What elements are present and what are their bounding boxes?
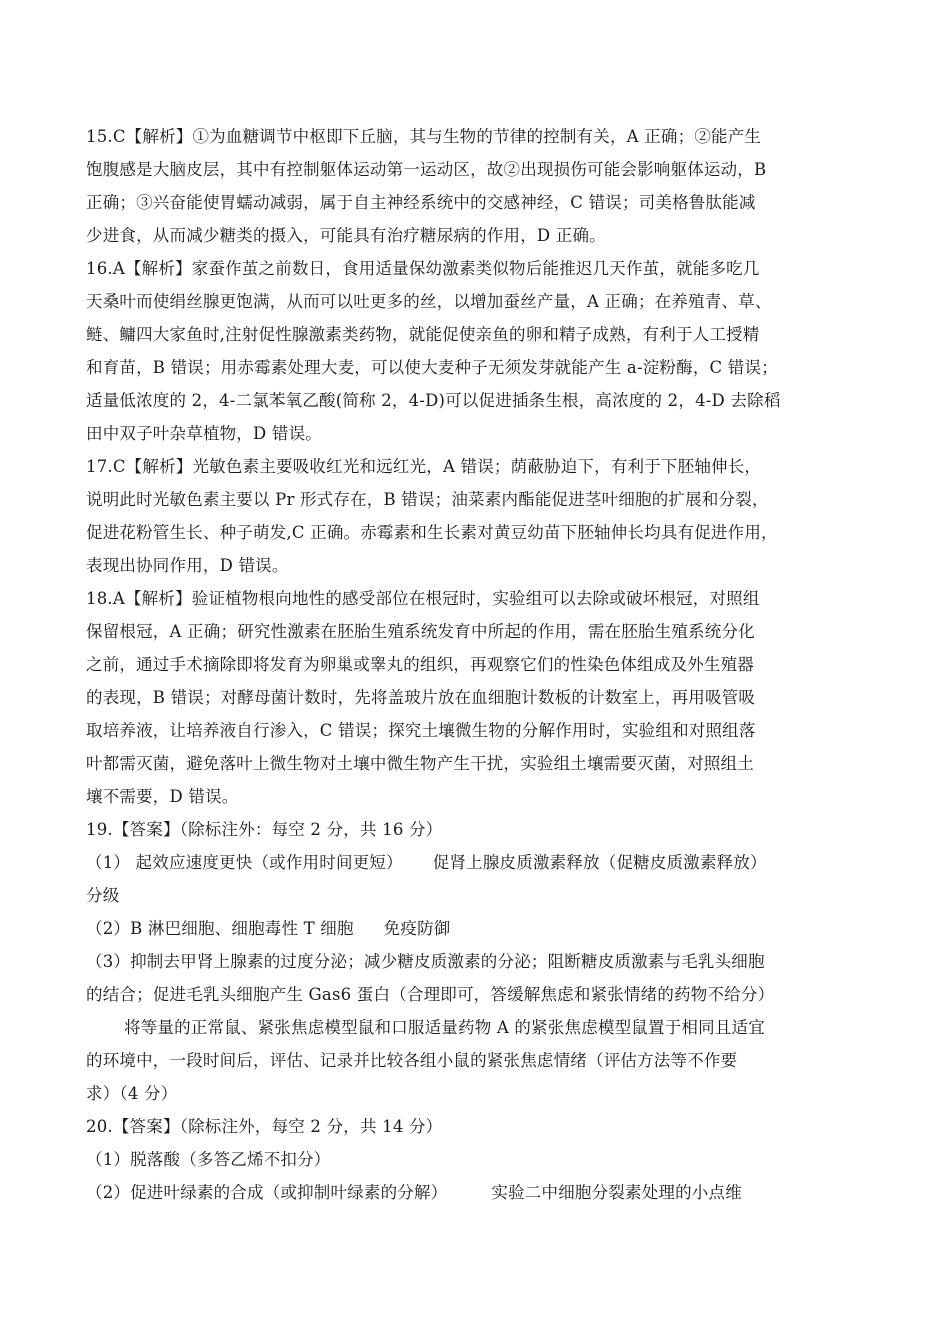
text-line: 促进花粉管生长、种子萌发,C 正确。赤霉素和生长素对黄豆幼苗下胚轴伸长均具有促进作用， bbox=[86, 523, 778, 542]
text-line: 和育苗，B 错误；用赤霉素处理大麦，可以使大麦种子无须发芽就能产生 a-淀粉酶，C 错误； bbox=[86, 358, 778, 377]
text-line: 说明此时光敏色素主要以 Pr 形式存在，B 错误；油菜素内酯能促进茎叶细胞的扩展和分裂， bbox=[86, 490, 769, 509]
answer-19-4-cont: 的环境中，一段时间后，评估、记录并比较各组小鼠的紧张焦虑情绪（评估方法等不作要 bbox=[86, 1051, 738, 1070]
answer-19-4-end: 求）（4 分） bbox=[86, 1084, 178, 1103]
text-line: 壤不需要，D 错误。 bbox=[86, 787, 239, 806]
text-line: 保留根冠，A 正确；研究性激素在胚胎生殖系统发育中所起的作用，需在胚胎生殖系统分化 bbox=[86, 622, 755, 641]
answer-19-3-cont: 的结合；促进毛乳头细胞产生 Gas6 蛋白（合理即可，答缓解焦虑和紧张情绪的药物不给分） bbox=[86, 985, 775, 1004]
answer-20-2 bbox=[86, 1182, 876, 1204]
text-line: 天桑叶而使绢丝腺更饱满，从而可以吐更多的丝，以增加蚕丝产量，A 正确；在养殖青、草、 bbox=[86, 292, 772, 311]
text-line: 饱腹感是大脑皮层，其中有控制躯体运动第一运动区，故②出现损伤可能会影响躯体运动，B bbox=[86, 160, 767, 179]
answer-19-2-a: （2）B 淋巴细胞、细胞毒性 T 细胞 bbox=[86, 919, 354, 938]
answer-heading-20: 20.【答案】（除标注外，每空 2 分，共 14 分） bbox=[86, 1117, 443, 1136]
answer-19-1-cont: 分级 bbox=[86, 886, 120, 905]
text-line: 适量低浓度的 2，4-二氯苯氧乙酸(简称 2，4-D)可以促进插条生根，高浓度的 2，4-D 去除稻 bbox=[86, 391, 781, 410]
answer-20-2-b: 实验二中细胞分裂素处理的小点维 bbox=[491, 1183, 742, 1202]
text-line: 正确；③兴奋能使胃蠕动减弱，属于自主神经系统中的交感神经，C 错误；司美格鲁肽能减 bbox=[86, 193, 756, 212]
answer-20-2-a: （2）促进叶绿素的合成（或抑制叶绿素的分解） bbox=[86, 1183, 448, 1202]
text-line: 鲢、鳙四大家鱼时,注射促性腺激素类药物，就能促使亲鱼的卵和精子成熟，有利于人工授精 bbox=[86, 325, 760, 344]
answer-19-3: （3）抑制去甲肾上腺素的过度分泌；减少糖皮质激素的分泌；阻断糖皮质激素与毛乳头细胞 bbox=[86, 952, 765, 971]
text-line: 的表现，B 错误；对酵母菌计数时，先将盖玻片放在血细胞计数板的计数室上，再用吸管吸 bbox=[86, 688, 756, 707]
text-line: 叶都需灭菌，避免落叶上微生物对土壤中微生物产生干扰，实验组土壤需要灭菌，对照组土 bbox=[86, 754, 754, 773]
answer-20-1: （1）脱落酸（多答乙烯不扣分） bbox=[86, 1150, 331, 1169]
text-line: 少进食，从而减少糖类的摄入，可能具有治疗糖尿病的作用，D 正确。 bbox=[86, 226, 606, 245]
text-line: 16.A【解析】家蚕作茧之前数日，食用适量保幼激素类似物后能推迟几天作茧，就能多吃几 bbox=[86, 259, 760, 278]
text-line: 15.C【解析】①为血糖调节中枢即下丘脑，其与生物的节律的控制有关，A 正确；②能产生 bbox=[86, 127, 762, 146]
answer-19-1-b: 促肾上腺皮质激素释放（促糖皮质激素释放） bbox=[432, 853, 767, 872]
answer-heading-19: 19.【答案】（除标注外：每空 2 分，共 16 分） bbox=[86, 820, 443, 839]
text-line: 17.C【解析】光敏色素主要吸收红光和远红光，A 错误；荫蔽胁迫下，有利于下胚轴伸长， bbox=[86, 457, 762, 476]
answer-19-1-a: （1） 起效应速度更快（或作用时间更短） bbox=[86, 853, 403, 872]
answer-19-2-b: 免疫防御 bbox=[383, 919, 451, 938]
text-line: 取培养液，让培养液自行渗入，C 错误；探究土壤微生物的分解作用时，实验组和对照组落 bbox=[86, 721, 756, 740]
answer-19-1 bbox=[86, 852, 876, 874]
text-line: 表现出协同作用，D 错误。 bbox=[86, 556, 289, 575]
answer-19-2 bbox=[86, 918, 876, 940]
text-line: 田中双子叶杂草植物，D 错误。 bbox=[86, 424, 322, 443]
text-line: 之前，通过手术摘除即将发育为卵巢或睾丸的组织，再观察它们的性染色体组成及外生殖器 bbox=[86, 655, 754, 674]
answer-19-4: 将等量的正常鼠、紧张焦虑模型鼠和口服适量药物 A 的紧张焦虑模型鼠置于相同且适宜 bbox=[124, 1018, 765, 1037]
text-line: 18.A【解析】验证植物根向地性的感受部位在根冠时，实验组可以去除或破坏根冠，对照组 bbox=[86, 589, 760, 608]
